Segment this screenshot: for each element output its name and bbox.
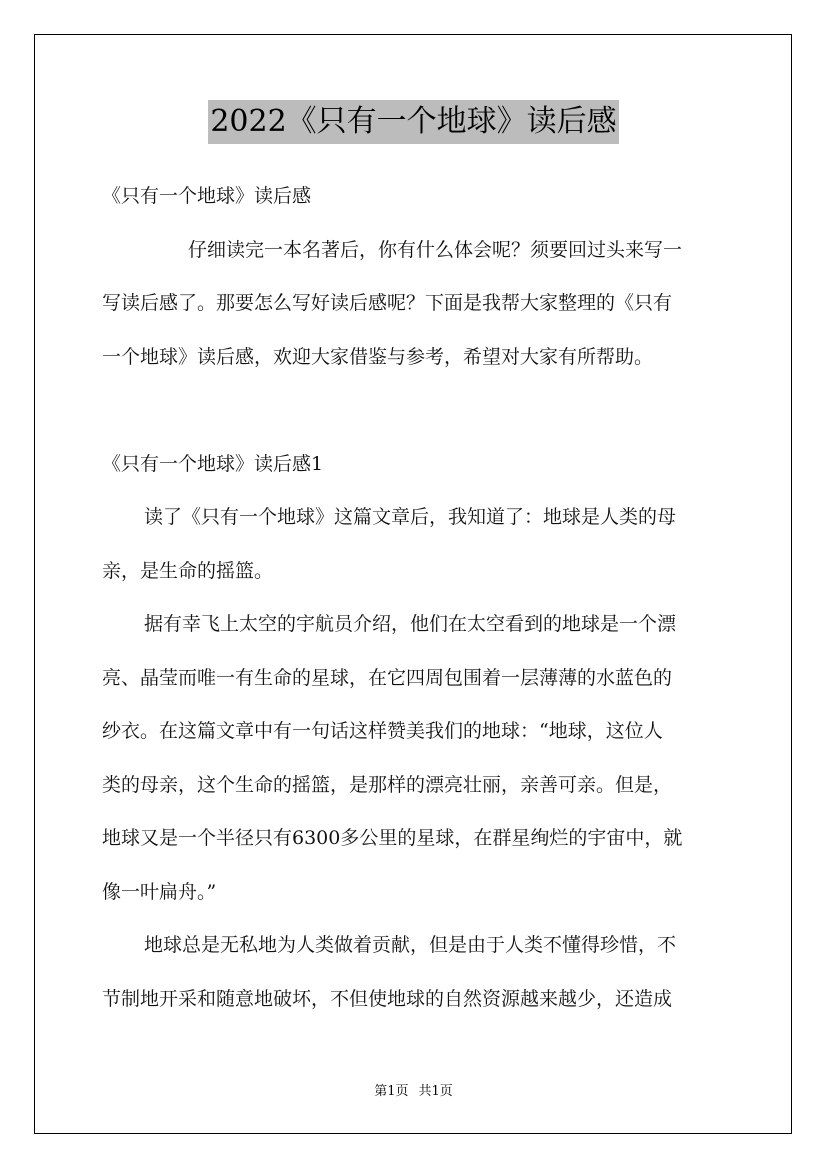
document-subtitle: 《只有一个地球》读后感 <box>102 185 312 207</box>
intro-line: 写读后感了。那要怎么写好读后感呢？下面是我帮大家整理的《只有 <box>102 292 673 314</box>
paragraph-line: 节制地开采和随意地破坏，不但使地球的自然资源越来越少，还造成 <box>102 987 673 1010</box>
paragraph-line: 亲，是生命的摇篮。 <box>102 559 274 582</box>
page-number: 第1页 <box>374 1084 409 1099</box>
page-total: 共1页 <box>418 1084 453 1099</box>
document-body <box>102 170 726 1026</box>
paragraph-line: 亮、晶莹而唯一有生命的星球，在它四周包围着一层薄薄的水蓝色的 <box>102 666 673 689</box>
intro-line: 一个地球》读后感，欢迎大家借鉴与参考，希望对大家有所帮助。 <box>102 345 654 368</box>
paragraph-line: 类的母亲，这个生命的摇篮，是那样的漂亮壮丽，亲善可亲。但是， <box>102 773 673 796</box>
paragraph-line: 地球又是一个半径只有6300多公里的星球，在群星绚烂的宇宙中，就 <box>102 827 683 849</box>
paragraph-line: 读了《只有一个地球》这篇文章后，我知道了：地球是人类的母 <box>144 506 677 528</box>
paragraph-line: 纱衣。在这篇文章中有一句话这样赞美我们的地球：“地球，这位人 <box>102 720 663 742</box>
paragraph-spacer <box>102 384 726 438</box>
paragraph-line: 像一叶扁舟。” <box>102 880 217 903</box>
paragraph-line: 地球总是无私地为人类做着贡献，但是由于人类不懂得珍惜，不 <box>144 934 677 956</box>
intro-line: 仔细读完一本名著后，你有什么体会呢？须要回过头来写一 <box>188 238 683 261</box>
paragraph-line: 据有幸飞上太空的宇航员介绍，他们在太空看到的地球是一个漂 <box>144 613 677 635</box>
title-block <box>0 100 827 144</box>
page-footer <box>0 1083 827 1101</box>
section-heading: 《只有一个地球》读后感1 <box>102 452 324 475</box>
document-title: 2022《只有一个地球》读后感 <box>208 100 618 144</box>
